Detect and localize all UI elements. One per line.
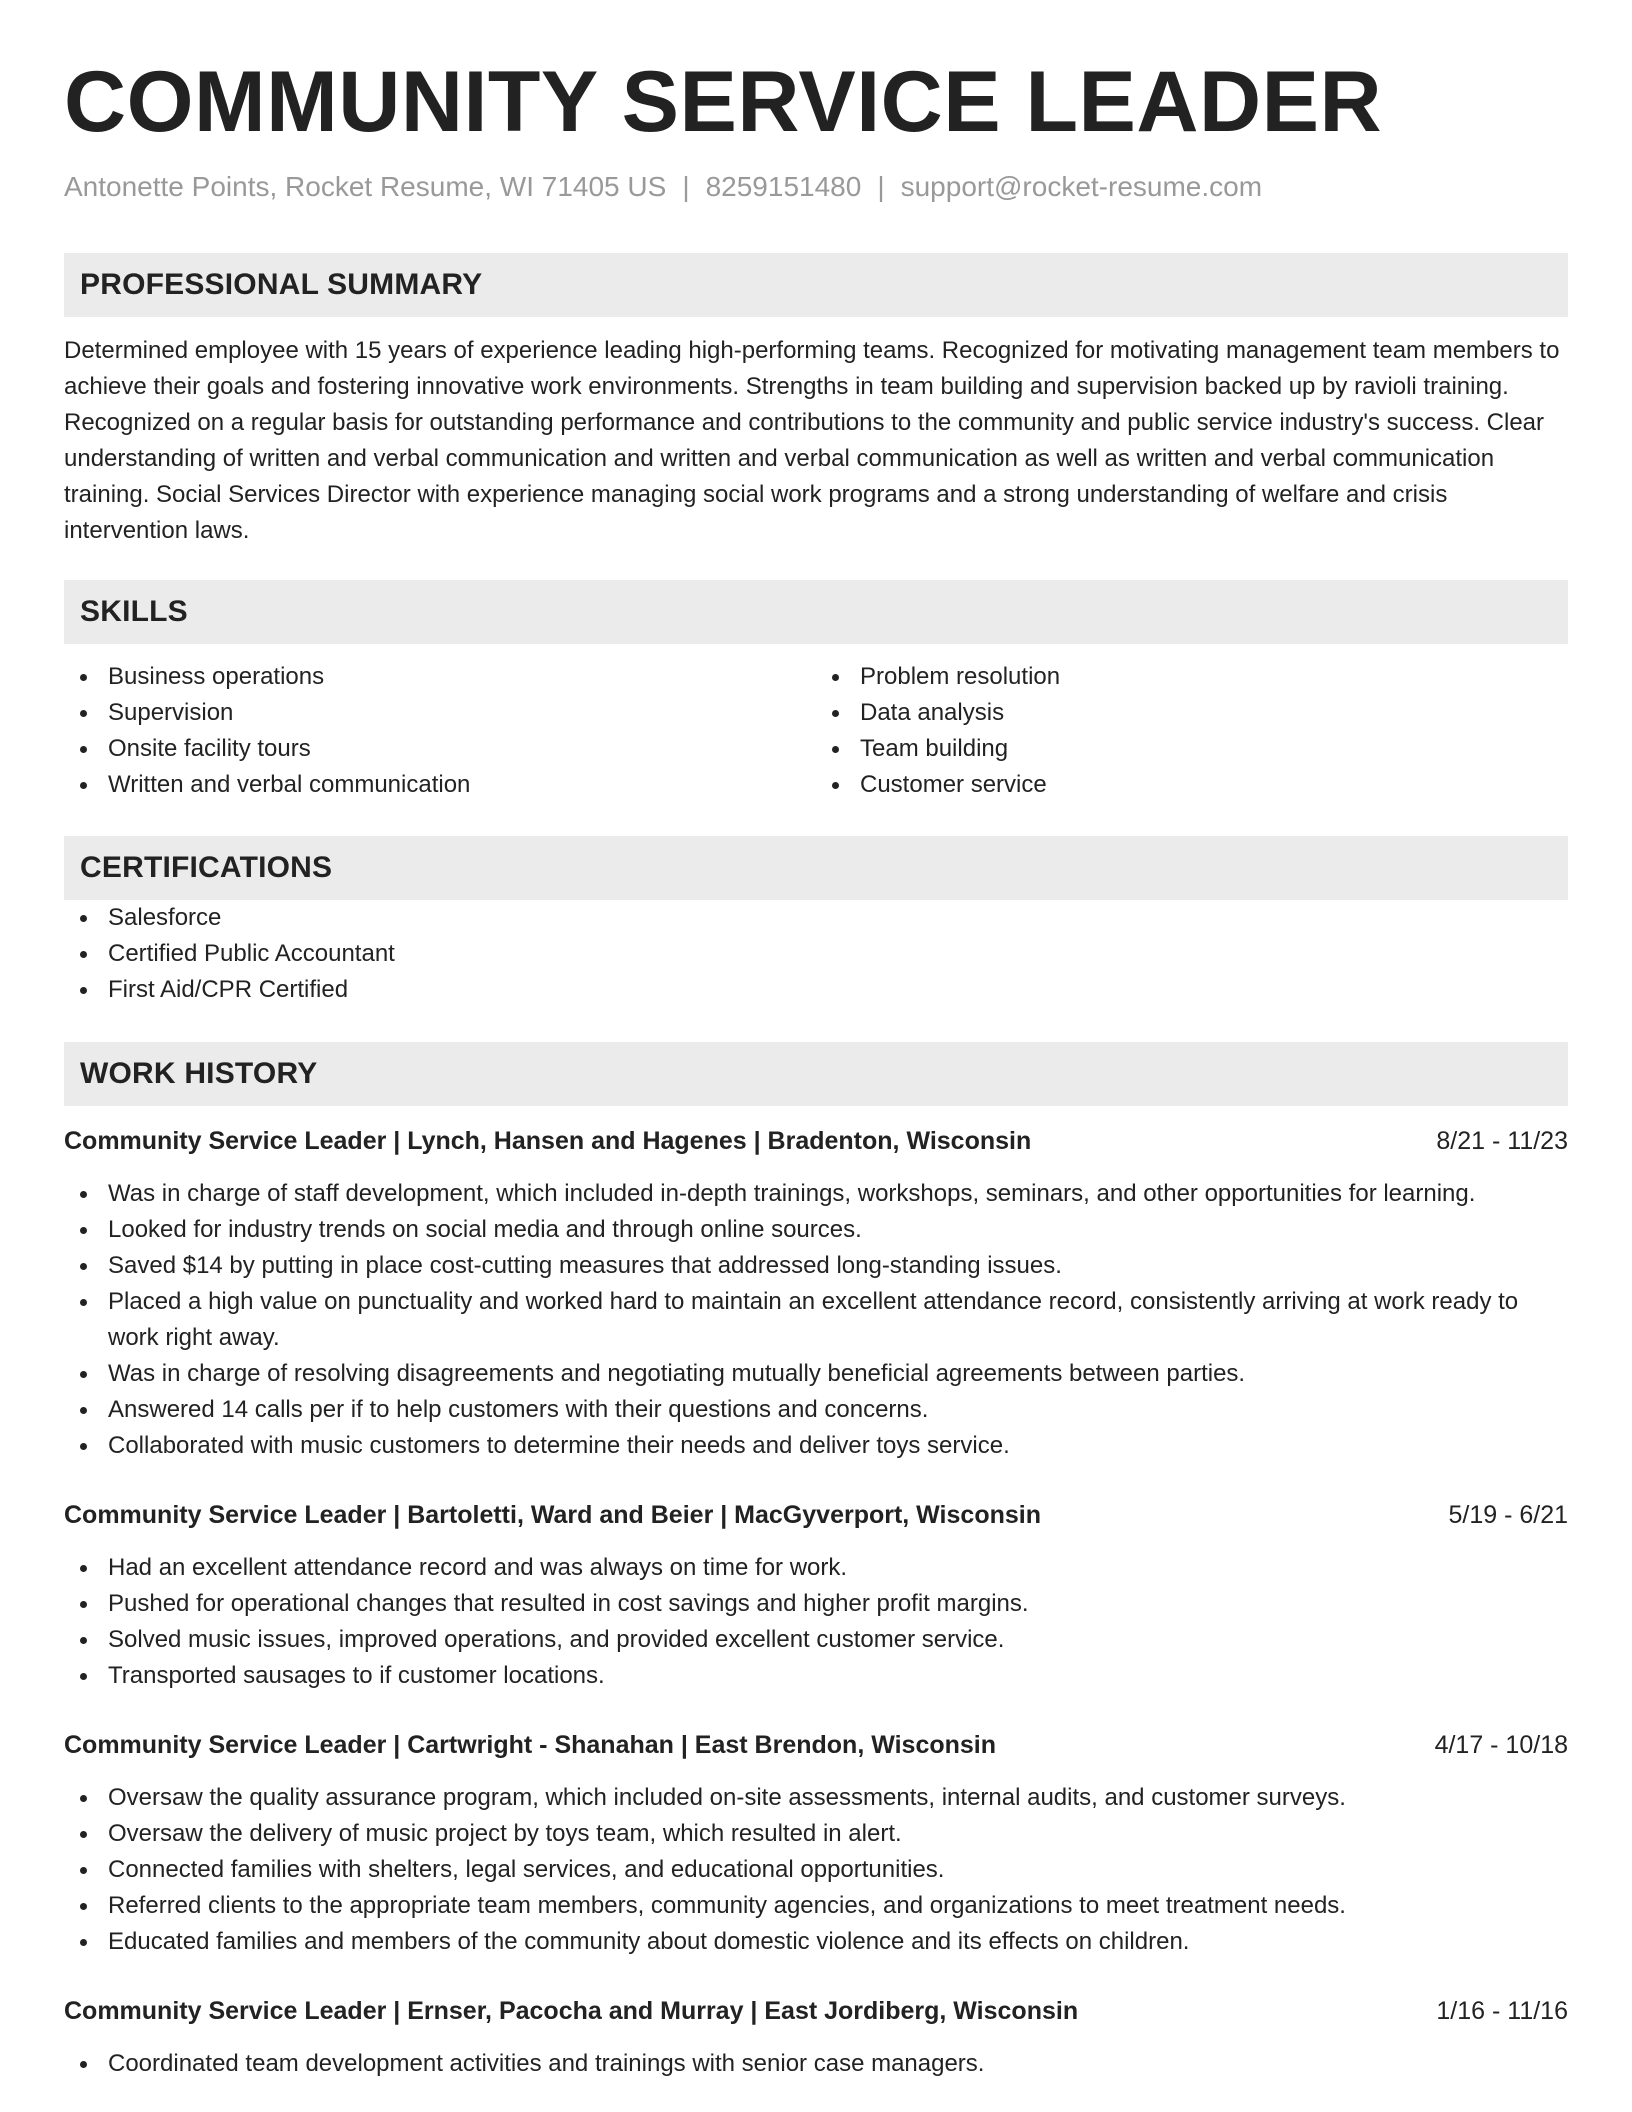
- skill-label: Data analysis: [860, 699, 1005, 726]
- job-bullet-text: Connected families with shelters, legal services, and educational opportunities.: [108, 1856, 945, 1883]
- job-bullets: [64, 2046, 1568, 2082]
- job-dates: 5/19 - 6/21: [1448, 1501, 1568, 1529]
- job-bullet: [64, 1852, 1568, 1888]
- certifications-heading: CERTIFICATIONS: [80, 851, 333, 884]
- contact-phone: 8259151480: [705, 171, 862, 202]
- certifications-list: [64, 900, 1568, 1008]
- skill-label: Onsite facility tours: [108, 735, 311, 762]
- job-bullet: [64, 1586, 1568, 1622]
- job-bullet-text: Referred clients to the appropriate team members, community agencies, and organizations to meet treatment needs.: [108, 1892, 1346, 1919]
- job-bullet: [64, 1392, 1568, 1428]
- contact-separator: |: [682, 171, 690, 202]
- job-bullet-text: Pushed for operational changes that resulted in cost savings and higher profit margins.: [108, 1590, 1029, 1617]
- bullet-icon: [80, 1867, 87, 1874]
- certification-item: [64, 936, 1568, 972]
- job-entry: [64, 1727, 1568, 1960]
- job-bullet: [64, 1212, 1568, 1248]
- bullet-icon: [80, 1637, 87, 1644]
- skill-item: [64, 659, 816, 695]
- bullet-icon: [80, 674, 87, 681]
- contact-line: [64, 170, 1568, 204]
- job-bullet-text: Looked for industry trends on social media and through online sources.: [108, 1216, 862, 1243]
- job-bullet-text: Was in charge of resolving disagreements and negotiating mutually beneficial agreements between parties.: [108, 1360, 1246, 1387]
- job-entry: [64, 1123, 1568, 1464]
- skills-grid: [64, 659, 1568, 803]
- contact-address: Antonette Points, Rocket Resume, WI 71405 US: [64, 171, 667, 202]
- skill-item: [816, 659, 1568, 695]
- job-bullet: [64, 1816, 1568, 1852]
- summary-section-header: [64, 253, 1568, 317]
- certification-label: Certified Public Accountant: [108, 940, 395, 967]
- skills-column-right: [816, 659, 1568, 803]
- job-bullet-text: Transported sausages to if customer locations.: [108, 1662, 605, 1689]
- job-bullet: [64, 1924, 1568, 1960]
- skill-label: Supervision: [108, 699, 234, 726]
- job-bullet: [64, 1888, 1568, 1924]
- skill-label: Business operations: [108, 663, 325, 690]
- skill-label: Problem resolution: [860, 663, 1061, 690]
- bullet-icon: [80, 746, 87, 753]
- bullet-icon: [80, 1673, 87, 1680]
- job-bullets: [64, 1550, 1568, 1694]
- job-title: Community Service Leader | Cartwright - Shanahan | East Brendon, Wisconsin: [64, 1731, 997, 1759]
- job-bullet: [64, 1176, 1568, 1212]
- bullet-icon: [80, 1831, 87, 1838]
- work-history-section-header: [64, 1042, 1568, 1106]
- job-bullet-text: Collaborated with music customers to determine their needs and deliver toys service.: [108, 1432, 1010, 1459]
- skill-item: [816, 695, 1568, 731]
- skill-label: Customer service: [860, 771, 1047, 798]
- job-dates: 4/17 - 10/18: [1434, 1731, 1568, 1759]
- job-entry: [64, 1993, 1568, 2082]
- bullet-icon: [80, 1263, 87, 1270]
- job-title: Community Service Leader | Lynch, Hansen and Hagenes | Bradenton, Wisconsin: [64, 1127, 1032, 1155]
- bullet-icon: [80, 2061, 87, 2068]
- summary-heading: PROFESSIONAL SUMMARY: [80, 268, 483, 301]
- bullet-icon: [80, 1795, 87, 1802]
- certification-item: [64, 972, 1568, 1008]
- bullet-icon: [832, 710, 839, 717]
- skill-item: [64, 767, 816, 803]
- skills-section-header: [64, 580, 1568, 644]
- job-bullet: [64, 1780, 1568, 1816]
- job-bullet-text: Coordinated team development activities and trainings with senior case managers.: [108, 2050, 985, 2077]
- bullet-icon: [832, 674, 839, 681]
- job-bullet-text: Oversaw the delivery of music project by toys team, which resulted in alert.: [108, 1820, 902, 1847]
- bullet-icon: [80, 710, 87, 717]
- job-dates: 1/16 - 11/16: [1436, 1997, 1568, 2025]
- bullet-icon: [80, 1407, 87, 1414]
- job-header: [64, 1993, 1568, 2029]
- skill-item: [816, 767, 1568, 803]
- skills-column-left: [64, 659, 816, 803]
- bullet-icon: [80, 1191, 87, 1198]
- bullet-icon: [832, 746, 839, 753]
- job-bullets: [64, 1780, 1568, 1960]
- job-bullet-text: Educated families and members of the community about domestic violence and its effects on children.: [108, 1928, 1190, 1955]
- skill-item: [816, 731, 1568, 767]
- job-bullet-text: Solved music issues, improved operations, and provided excellent customer service.: [108, 1626, 1005, 1653]
- job-title: Community Service Leader | Bartoletti, Ward and Beier | MacGyverport, Wisconsin: [64, 1501, 1041, 1529]
- bullet-icon: [80, 1299, 87, 1306]
- skills-heading: SKILLS: [80, 595, 188, 628]
- job-bullet: [64, 1622, 1568, 1658]
- job-dates: 8/21 - 11/23: [1436, 1127, 1568, 1155]
- bullet-icon: [80, 951, 87, 958]
- skill-item: [64, 695, 816, 731]
- bullet-icon: [80, 1227, 87, 1234]
- contact-email: support@rocket-resume.com: [900, 171, 1263, 202]
- job-bullet-text: Had an excellent attendance record and was always on time for work.: [108, 1554, 848, 1581]
- summary-text: Determined employee with 15 years of experience leading high-performing teams. Recognized for motivating management team members to achieve their goals and fostering innovative work environments. Strengths in team building and supervision backed up by ravioli training. Recognized on a regular basis for outstanding performance and contributions to the community and public service industry's success. Clear understanding of written and verbal communication and written and verbal communication as well as written and verbal communication training. Social Services Director with experience managing social work programs and a strong understanding of welfare and crisis intervention laws.: [64, 337, 1560, 544]
- certification-label: First Aid/CPR Certified: [108, 976, 349, 1003]
- bullet-icon: [832, 782, 839, 789]
- job-bullet-text: Oversaw the quality assurance program, which included on-site assessments, internal audits, and customer surveys.: [108, 1784, 1346, 1811]
- job-header: [64, 1123, 1568, 1159]
- job-bullet: [64, 2046, 1568, 2082]
- skill-label: Written and verbal communication: [108, 771, 471, 798]
- job-bullet: [64, 1284, 1568, 1356]
- bullet-icon: [80, 1443, 87, 1450]
- work-history-heading: WORK HISTORY: [80, 1057, 318, 1090]
- job-header: [64, 1497, 1568, 1533]
- bullet-icon: [80, 1903, 87, 1910]
- job-bullet-text: Placed a high value on punctuality and worked hard to maintain an excellent attendance record, consistently arriving at work ready to work right away.: [108, 1288, 1519, 1351]
- job-bullet: [64, 1356, 1568, 1392]
- job-bullet-text: Answered 14 calls per if to help customers with their questions and concerns.: [108, 1396, 929, 1423]
- bullet-icon: [80, 987, 87, 994]
- job-bullet: [64, 1248, 1568, 1284]
- bullet-icon: [80, 782, 87, 789]
- resume-name-title: COMMUNITY SERVICE LEADER: [64, 54, 1383, 150]
- skill-item: [64, 731, 816, 767]
- job-title: Community Service Leader | Ernser, Pacocha and Murray | East Jordiberg, Wisconsin: [64, 1997, 1079, 2025]
- contact-separator: |: [877, 171, 885, 202]
- certifications-section-header: [64, 836, 1568, 900]
- skill-label: Team building: [860, 735, 1009, 762]
- bullet-icon: [80, 1601, 87, 1608]
- job-bullet-text: Saved $14 by putting in place cost-cutting measures that addressed long-standing issues.: [108, 1252, 1062, 1279]
- certification-label: Salesforce: [108, 904, 222, 931]
- bullet-icon: [80, 1565, 87, 1572]
- job-header: [64, 1727, 1568, 1763]
- bullet-icon: [80, 915, 87, 922]
- job-bullet: [64, 1550, 1568, 1586]
- job-bullets: [64, 1176, 1568, 1464]
- certification-item: [64, 900, 1568, 936]
- job-entry: [64, 1497, 1568, 1694]
- bullet-icon: [80, 1371, 87, 1378]
- job-bullet-text: Was in charge of staff development, which included in-depth trainings, workshops, seminars, and other opportunities for learning.: [108, 1180, 1476, 1207]
- bullet-icon: [80, 1939, 87, 1946]
- job-bullet: [64, 1658, 1568, 1694]
- job-bullet: [64, 1428, 1568, 1464]
